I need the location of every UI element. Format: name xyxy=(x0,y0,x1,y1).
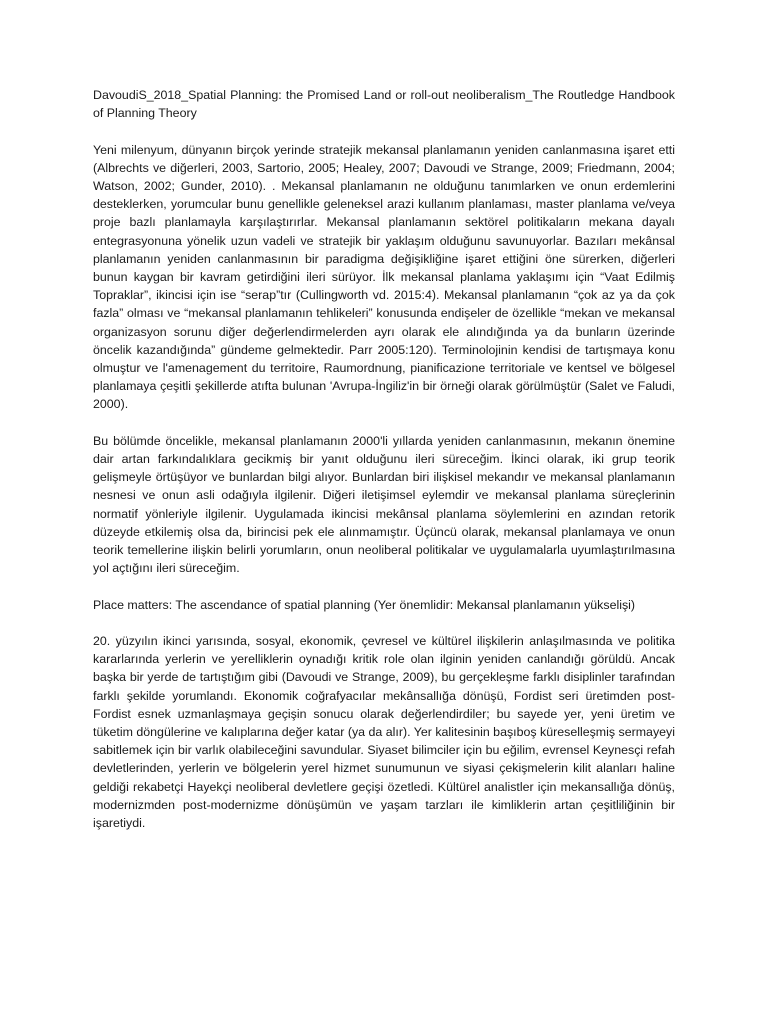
paragraph-chapter-outline: Bu bölümde öncelikle, mekansal planlamanın 2000'li yıllarda yeniden canlanmasının, mekanın önemine dair artan farkındalıklara gecikmiş bir yanıt olduğunu ileri süreceğim. İkinci olarak, iki grup teorik gelişmeyle örtüşüyor ve bunlardan bilgi alıyor. Bunlardan biri ilişkisel mekandır ve mekansal planlamanın nesnesi ve onun asli odağıyla ilgilenir. Diğeri iletişimsel eylemdir ve mekansal planlama süreçlerinin normatif yönleriyle ilgilenir. Uygulamada ikincisi mekânsal planlama söylemlerini en azından retorik düzeyde etkilemiş olsa da, birincisi pek ele alınmamıştır. Üçüncü olarak, mekansal planlamaya ve onun teorik temellerine ilişkin belirli yorumların, onun neoliberal politikalar ve uygulamalarla uyumlaştırılmasına yol açtığını ileri süreceğim. xyxy=(93,433,675,576)
document-page xyxy=(93,86,675,850)
source-citation: DavoudiS_2018_Spatial Planning: the Promised Land or roll-out neoliberalism_The Routledge Handbook of Planning Theory xyxy=(93,88,675,121)
paragraph-intro: Yeni milenyum, dünyanın birçok yerinde stratejik mekansal planlamanın yeniden canlanmasına işaret etti (Albrechts ve diğerleri, 2003, Sartorio, 2005; Healey, 2007; Davoudi ve Strange, 2009; Friedmann, 2004; Watson, 2002; Gunder, 2010). . Mekansal planlamanın ne olduğunu tanımlarken ve onun erdemlerini desteklerken, yorumcular bunu genellikle geleneksel arazi kullanım planlaması, master planlama ve/veya proje bazlı planlamayla karşılaştırırlar. Mekansal planlamanın sektörel politikaların mekana dayalı entegrasyonuna yönelik uzun vadeli ve stratejik bir yaklaşım olduğunu savunuyorlar. Bazıları mekânsal planlamanın yeniden canlanmasının bir paradigma değişikliğine işaret ettiğini öne sürerken, diğerleri bunun kaygan bir kavram getirdiğini ileri sürüyor. İlk mekansal planlama yaklaşımı için “Vaat Edilmiş Topraklar”, ikincisi için ise “serap”tır (Cullingworth vd. 2015:4). Mekansal planlamanın “çok az ya da çok fazla” olması ve “mekansal planlamanın tehlikeleri” konusunda endişeler de özellikle “mekan ve mekansal organizasyon sorunu diğer değerlendirmelerden ayrı olarak ele alındığında ya da bunların üzerinde öncelik kazandığında” gündeme gelmektedir. Parr 2005:120). Terminolojinin kendisi de tartışmaya konu olmuştur ve l'amenagement du territoire, Raumordnung, pianificazione territoriale ve kentsel ve bölgesel planlamaya çeşitli şekillerde atıfta bulunan 'Avrupa-İngiliz'in bir örneği olarak görülmüştür (Salet ve Faludi, 2000). xyxy=(93,142,675,412)
paragraph-section-body: 20. yüzyılın ikinci yarısında, sosyal, ekonomik, çevresel ve kültürel ilişkilerin anlaşılmasında ve politika kararlarında yerlerin ve yerelliklerin oynadığı kritik role olan ilginin yeniden canlandığı görüldü. Ancak başka bir yerde de tartıştığım gibi (Davoudi ve Strange, 2009), bu gerçekleşme farklı disiplinler tarafından farklı şekilde yorumlandı. Ekonomik coğrafyacılar mekânsallığa dönüşü, Fordist seri üretimden post-Fordist esnek uzmanlaşmaya geçişin sonucu olarak değerlendirdiler; bu sayede yer, yeni üretim ve tüketim döngülerine ve kalıplarına değer katar (ya da alır). Yer kalitesinin başıboş küreselleşmiş sermayeyi sabitlemek için bir varlık olabileceğini savundular. Siyaset bilimciler için bu eğilim, evrensel Keynesçi refah devletlerinden, yerlerin ve bölgelerin yerel hizmet sunumunun ve siyasi çekişmelerin kilit alanları haline geldiği rekabetçi Hayekçi neoliberal devletlere geçişi özetledi. Kültürel analistler için mekansallığa dönüş, modernizmden post-modernizme dönüşümün ve yaşam tarzları ile kimliklerin artan çeşitliliğinin bir işaretiydi. xyxy=(93,634,675,831)
section-heading: Place matters: The ascendance of spatial planning (Yer önemlidir: Mekansal planlamanın yükselişi) xyxy=(93,597,636,612)
